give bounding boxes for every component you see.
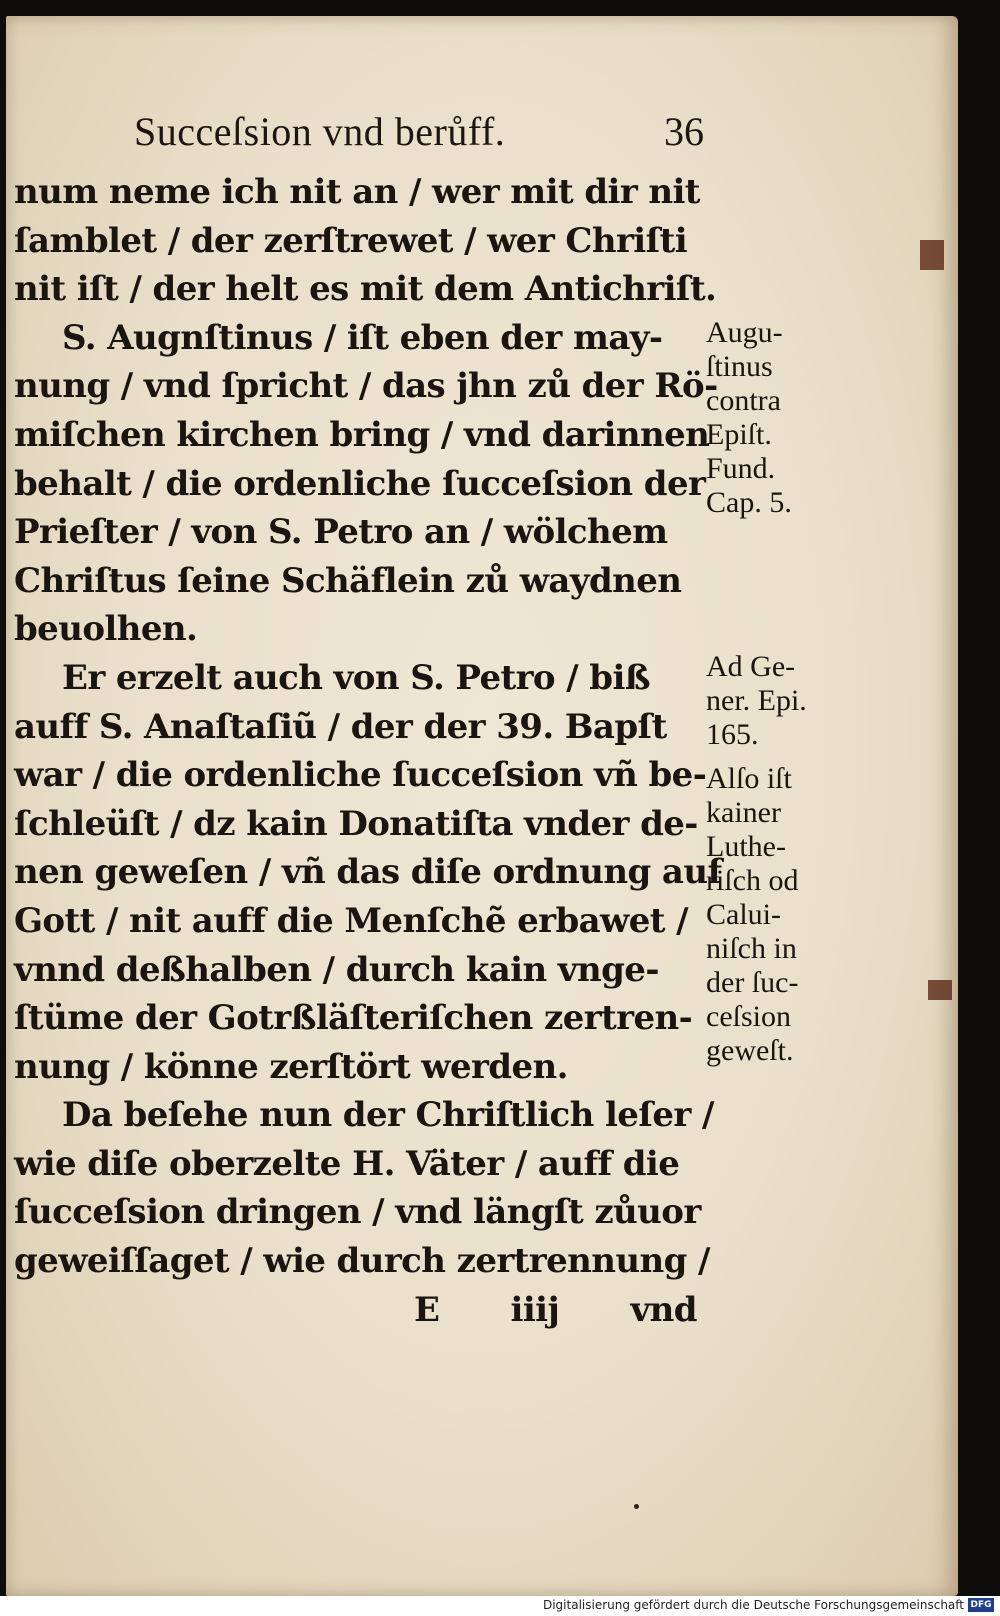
text-line: Prieſter / von S. Petro an / wölchem xyxy=(14,512,668,553)
page-header xyxy=(6,16,958,156)
footer-credit: Digitalisierung gefördert durch die Deutsche Forschungsgemeinschaft xyxy=(542,1598,964,1612)
note-line: ner. Epi. xyxy=(706,684,807,717)
running-title: Succeſsion vnd berůff. xyxy=(134,109,506,154)
text-line: beuolhen. xyxy=(14,609,198,650)
book-page xyxy=(6,16,958,1596)
text-line: num neme ich nit an / wer mit dir nit xyxy=(14,172,700,212)
note-line: der ſuc- xyxy=(706,966,799,999)
note-line: Alſo iſt xyxy=(706,762,792,795)
text-line: wie diſe oberzelte H. Väter / auff die xyxy=(14,1143,680,1184)
text-line: vnnd deßhalben / durch kain vnge- xyxy=(14,949,659,990)
text-line: ſchleüſt / dz kain Donatiſta vnder de- xyxy=(14,803,698,844)
note-line: kainer xyxy=(706,796,781,829)
catchword: vnd xyxy=(630,1289,697,1330)
text-line: Da beſehe nun der Chriſtlich leſer / xyxy=(62,1095,714,1136)
note-line: Augu- xyxy=(706,316,783,349)
note-line: contra xyxy=(706,384,781,417)
note-line: 165. xyxy=(706,718,759,751)
dfg-logo: DFG xyxy=(968,1598,994,1612)
text-line: war / die ordenliche ſucceſsion vñ be- xyxy=(14,755,707,796)
margin-note-ad-gener xyxy=(706,650,807,752)
note-line: Epiſt. xyxy=(706,418,772,451)
edge-stain xyxy=(920,240,944,270)
note-line: niſch in xyxy=(706,932,797,965)
body-text xyxy=(14,168,722,1334)
edge-stain xyxy=(928,980,952,1000)
signature-mark: E iiij xyxy=(414,1289,560,1330)
note-line: riſch od xyxy=(706,864,799,897)
note-line: geweſt. xyxy=(706,1034,794,1067)
text-line: Gott / nit auff die Menſchẽ erbawet / xyxy=(14,900,688,941)
text-line: Er erzelt auch von S. Petro / biß xyxy=(62,657,651,698)
text-line: miſchen kirchen bring / vnd darinnen xyxy=(14,414,710,455)
text-line: nit iſt / der helt es mit dem Antichriſt. xyxy=(14,269,717,310)
text-line: ſtüme der Gotrßläſteriſchen zertren- xyxy=(14,998,693,1039)
note-line: Cap. 5. xyxy=(706,486,792,519)
folio-number: 36 xyxy=(664,109,704,154)
note-line: Fund. xyxy=(706,452,776,485)
margin-note-augustinus xyxy=(706,316,792,520)
text-line: Chriſtus ſeine Schäflein zů waydnen xyxy=(14,560,682,601)
text-line: ſucceſsion dringen / vnd längſt zůuor xyxy=(14,1192,701,1233)
margin-note-succession xyxy=(706,762,798,1068)
note-line: Ad Ge- xyxy=(706,650,796,683)
text-line: auff S. Anaſtaſiũ / der der 39. Bapſt xyxy=(14,706,667,747)
ink-speck xyxy=(634,1504,639,1509)
note-line: ſtinus xyxy=(706,350,773,383)
text-line: geweiſſaget / wie durch zertrennung / xyxy=(14,1241,710,1282)
text-line: nen geweſen / vñ das diſe ordnung auf xyxy=(14,852,722,893)
note-line: Calui- xyxy=(706,898,781,931)
text-line: S. Augnſtinus / iſt eben der may- xyxy=(62,317,663,358)
text-line: nung / vnd ſpricht / das jhn zů der Rö- xyxy=(14,366,718,407)
note-line: Luthe- xyxy=(706,830,786,863)
text-line: nung / könne zerſtört werden. xyxy=(14,1046,568,1087)
text-line: behalt / die ordenliche ſucceſsion der xyxy=(14,463,706,504)
note-line: ceſsion xyxy=(706,1000,791,1033)
catchword-line xyxy=(14,1286,714,1335)
text-line: ſamblet / der zerſtrewet / wer Chriſti xyxy=(14,220,688,261)
